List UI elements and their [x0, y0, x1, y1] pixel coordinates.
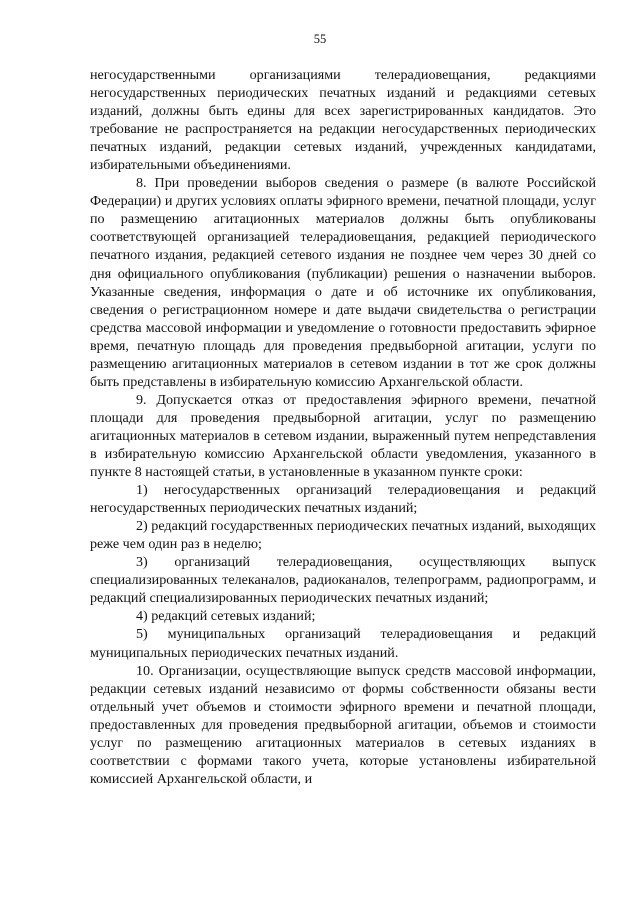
paragraph-item-8: 8. При проведении выборов сведения о размере (в валюте Российской Федерации) и других условиях оплаты эфирного времени, печатной площади, услуг по размещению агитационных материалов должны быть опубликованы соответствующей организацией телерадиовещания, редакцией периодического печатного издания, редакцией сетевого издания не позднее чем через 30 дней со дня официального опубликования (публикации) решения о назначении выборов. Указанные сведения, информация о дате и об источнике их опубликования, сведения о регистрационном номере и дате выдачи свидетельства о регистрации средства массовой информации и уведомление о готовности предоставить эфирное время, печатную площадь для проведения предвыборной агитации, услуги по размещению агитационных материалов в сетевом издании в тот же срок должны быть представлены в избирательную комиссию Архангельской области.	[90, 175, 596, 390]
list-item-3: 3) организаций телерадиовещания, осуществляющих выпуск специализированных телеканалов, радиоканалов, телепрограмм, радиопрограмм, и редакций специализированных периодических печатных изданий;	[90, 554, 596, 607]
paragraph-item-10: 10. Организации, осуществляющие выпуск средств массовой информации, редакции сетевых изданий независимо от формы собственности обязаны вести отдельный учет объемов и стоимости эфирного времени и печатной площади, предоставленных для проведения предвыборной агитации, объемов и стоимости услуг по размещению агитационных материалов в сетевых изданиях в соответствии с формами такого учета, которые установлены избирательной комиссией Архангельской области, и	[90, 662, 596, 787]
page-number: 55	[313, 32, 327, 46]
list-item-2: 2) редакций государственных периодических печатных изданий, выходящих реже чем один раз в неделю;	[90, 518, 596, 553]
list-item-5: 5) муниципальных организаций телерадиовещания и редакций муниципальных периодических печатных изданий.	[90, 626, 596, 661]
list-item-4: 4) редакций сетевых изданий;	[136, 608, 316, 625]
body-text	[90, 66, 596, 788]
paragraph-continuation: негосударственными организациями телерадиовещания, редакциями негосударственных периодических печатных изданий и редакциями сетевых изданий, должны быть едины для всех зарегистрированных кандидатов. Это требование не распространяется на редакции негосударственных периодических печатных изданий, редакции сетевых изданий, учрежденных кандидатами, избирательными объединениями.	[90, 67, 596, 174]
list-item-1: 1) негосударственных организаций телерадиовещания и редакций негосударственных периодических печатных изданий;	[90, 482, 596, 517]
paragraph-item-9: 9. Допускается отказ от предоставления эфирного времени, печатной площади для проведения предвыборной агитации, услуг по размещению агитационных материалов в сетевом издании, выраженный путем непредставления в избирательную комиссию Архангельской области уведомления, указанного в пункте 8 настоящей статьи, в установленные в указанном пункте сроки:	[90, 391, 596, 481]
